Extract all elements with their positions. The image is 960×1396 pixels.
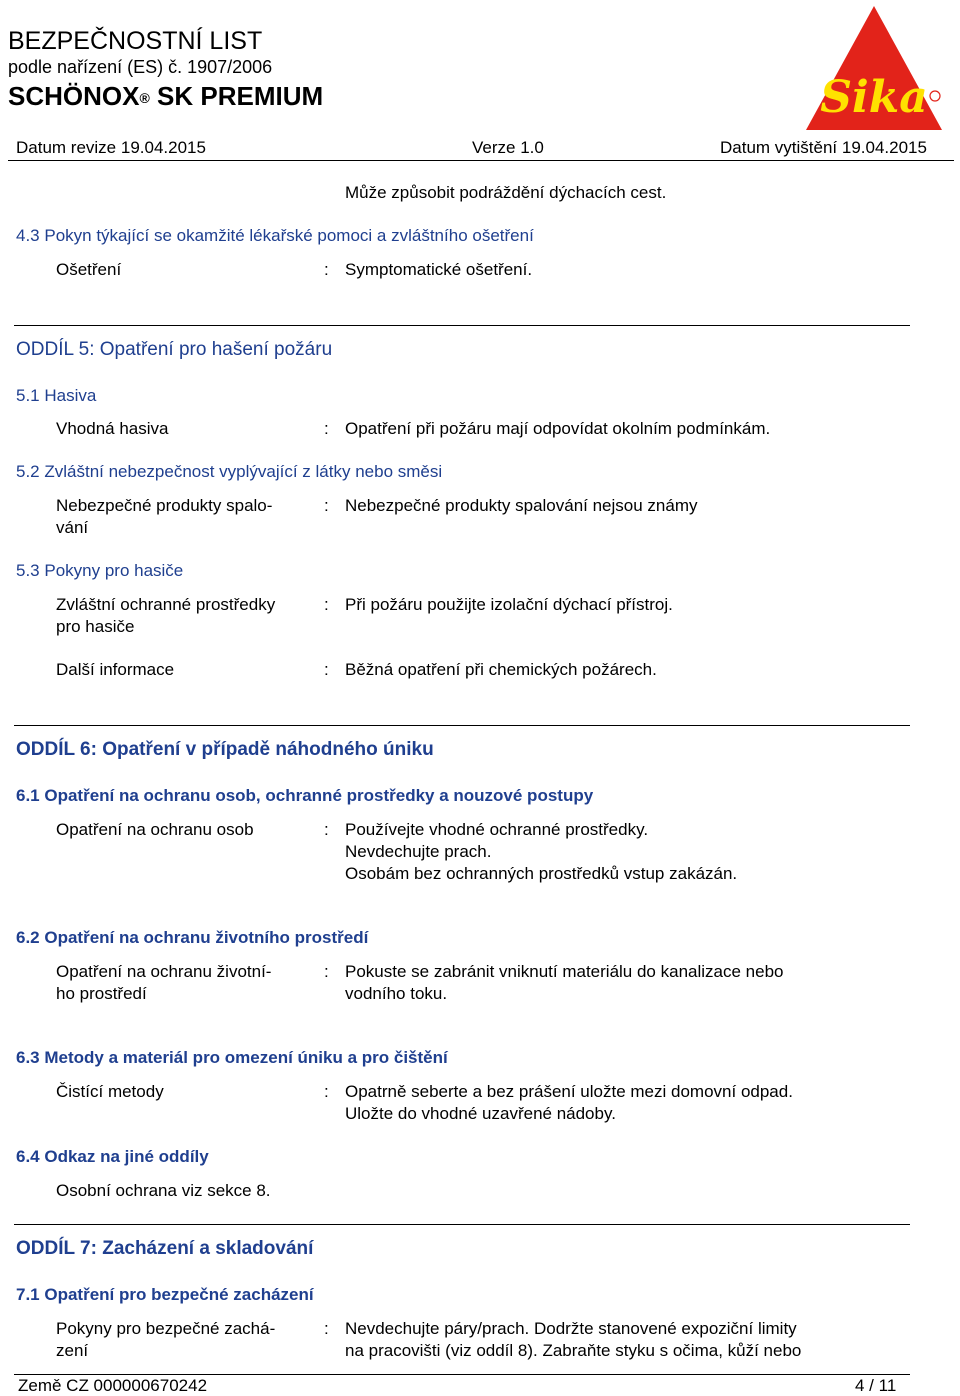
print-date: Datum vytištění 19.04.2015	[720, 138, 927, 157]
hazard-label: Nebezpečné produkty spalo- vání	[56, 496, 273, 537]
clean-values: Opatrně seberte a bez prášení uložte mezi domovní odpad. Uložte do vhodné uzavřené nádoby.	[345, 1082, 793, 1123]
sika-logo-text: Sika	[820, 72, 928, 123]
heading-5-1: 5.1 Hasiva	[16, 386, 97, 405]
heading-6-2: 6.2 Opatření na ochranu životního prostředí	[16, 928, 369, 947]
hazard-value: Nebezpečné produkty spalování nejsou známy	[345, 496, 698, 515]
sika-logo	[804, 4, 944, 132]
treatment-label: Ošetření	[56, 260, 122, 279]
colon: :	[324, 1082, 329, 1101]
env-values: Pokuste se zabránit vniknutí materiálu do kanalizace nebo vodního toku.	[345, 962, 784, 1003]
previous-section-text: Může způsobit podráždění dýchacích cest.	[345, 183, 667, 202]
clean-label: Čistící metody	[56, 1082, 164, 1101]
document-title: BEZPEČNOSTNÍ LIST	[8, 27, 263, 55]
colon: :	[324, 260, 329, 279]
heading-6-3: 6.3 Metody a materiál pro omezení úniku a pro čištění	[16, 1048, 448, 1067]
heading-7-1: 7.1 Opatření pro bezpečné zacházení	[16, 1285, 314, 1304]
colon: :	[324, 595, 329, 614]
colon: :	[324, 820, 329, 839]
regulation-reference: podle nařízení (ES) č. 1907/2006	[8, 57, 273, 77]
heading-5-2: 5.2 Zvláštní nebezpečnost vyplývající z látky nebo směsi	[16, 462, 443, 481]
heading-5-3: 5.3 Pokyny pro hasiče	[16, 561, 184, 580]
info-value: Běžná opatření při chemických požárech.	[345, 660, 657, 679]
registered-mark: ®	[139, 90, 150, 106]
footer-country-id: Země CZ 000000670242	[18, 1376, 208, 1395]
info-label: Další informace	[56, 660, 175, 679]
heading-6-1: 6.1 Opatření na ochranu osob, ochranné prostředky a nouzové postupy	[16, 786, 594, 805]
handling-label: Pokyny pro bezpečné zachá- zení	[56, 1319, 276, 1360]
section-6-title: ODDÍL 6: Opatření v případě náhodného úniku	[16, 739, 434, 760]
header-divider	[8, 160, 954, 161]
heading-4-3: 4.3 Pokyn týkající se okamžité lékařské pomoci a zvláštního ošetření	[16, 226, 534, 245]
section-6-divider	[14, 725, 910, 726]
revision-date: Datum revize 19.04.2015	[16, 138, 206, 157]
section-5-divider	[14, 325, 910, 326]
personal-label: Opatření na ochranu osob	[56, 820, 254, 839]
reference-text: Osobní ochrana viz sekce 8.	[56, 1181, 271, 1200]
media-label: Vhodná hasiva	[56, 419, 169, 438]
footer-page-number: 4 / 11	[855, 1376, 897, 1395]
version: Verze 1.0	[472, 138, 544, 157]
colon: :	[324, 1319, 329, 1338]
media-value: Opatření při požáru mají odpovídat okolním podmínkám.	[345, 419, 771, 438]
colon: :	[324, 660, 329, 679]
footer-divider	[14, 1374, 910, 1375]
product-name: SCHÖNOX® SK PREMIUM	[8, 81, 324, 111]
heading-6-4: 6.4 Odkaz na jiné oddíly	[16, 1147, 209, 1166]
ppe-label: Zvláštní ochranné prostředky pro hasiče	[56, 595, 276, 636]
treatment-value: Symptomatické ošetření.	[345, 260, 533, 279]
personal-values: Používejte vhodné ochranné prostředky. Nevdechujte prach. Osobám bez ochranných prostředků vstup zakázán.	[345, 820, 738, 883]
env-label: Opatření na ochranu životní- ho prostředí	[56, 962, 272, 1003]
colon: :	[324, 419, 329, 438]
handling-values: Nevdechujte páry/prach. Dodržte stanovené expoziční limity na pracovišti (viz oddíl 8). Zabraňte styku s očima, kůží nebo	[345, 1319, 802, 1360]
ppe-value: Při požáru použijte izolační dýchací přístroj.	[345, 595, 673, 614]
section-7-title: ODDÍL 7: Zacházení a skladování	[16, 1238, 314, 1259]
section-5-title: ODDÍL 5: Opatření pro hašení požáru	[16, 339, 333, 360]
section-7-divider	[14, 1224, 910, 1225]
colon: :	[324, 962, 329, 981]
colon: :	[324, 496, 329, 515]
